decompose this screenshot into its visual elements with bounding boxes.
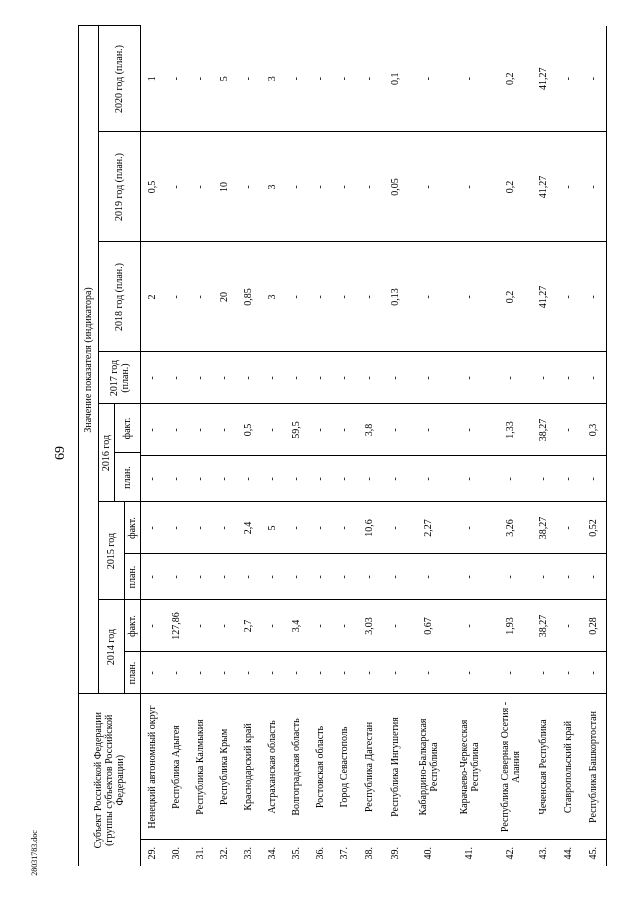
indicator-value: -	[383, 652, 409, 694]
year-2017-header: 2017 год (план.)	[99, 352, 141, 404]
indicator-value: -	[165, 652, 189, 694]
table-row	[285, 26, 309, 866]
indicator-value: -	[449, 242, 491, 352]
table-row	[531, 26, 557, 866]
table-row	[189, 26, 213, 866]
indicator-value: -	[531, 352, 557, 404]
indicator-value: 1,93	[491, 600, 531, 652]
indicator-value: -	[165, 456, 189, 502]
row-number: 44.	[557, 840, 581, 866]
indicator-value: 0,5	[237, 404, 261, 456]
indicator-value: 0,28	[581, 600, 607, 652]
indicator-value: 2,7	[237, 600, 261, 652]
indicator-value: -	[261, 352, 285, 404]
indicator-value: -	[189, 132, 213, 242]
indicator-value: -	[285, 26, 309, 132]
indicator-value: -	[531, 652, 557, 694]
indicator-value: -	[333, 456, 357, 502]
indicator-value: -	[581, 26, 607, 132]
indicator-value: 0,67	[409, 600, 449, 652]
indicator-value: -	[261, 600, 285, 652]
indicator-value: -	[449, 26, 491, 132]
indicator-value: -	[531, 456, 557, 502]
indicator-value: -	[581, 242, 607, 352]
indicator-value: -	[309, 502, 333, 554]
indicator-value: -	[285, 502, 309, 554]
indicator-value: -	[189, 554, 213, 600]
indicator-value: -	[141, 456, 165, 502]
indicator-value: -	[491, 652, 531, 694]
document-filename: 28031783.doc	[30, 830, 39, 876]
row-number: 36.	[309, 840, 333, 866]
row-number: 31.	[189, 840, 213, 866]
row-number: 37.	[333, 840, 357, 866]
subject-name: Республика Дагестан	[357, 694, 383, 840]
indicator-value: -	[357, 352, 383, 404]
indicator-value: -	[357, 554, 383, 600]
year-2016-header: 2016 год	[99, 404, 115, 502]
indicator-value: 59,5	[285, 404, 309, 456]
indicator-value: 0,1	[383, 26, 409, 132]
indicator-value: -	[213, 652, 237, 694]
indicator-value: -	[189, 502, 213, 554]
indicator-value: -	[285, 652, 309, 694]
indicator-value: -	[189, 456, 213, 502]
indicator-value: -	[357, 242, 383, 352]
plan-label: план.	[125, 652, 141, 694]
indicator-value: 3	[261, 132, 285, 242]
indicator-value: -	[409, 352, 449, 404]
subject-name: Республика Калмыкия	[189, 694, 213, 840]
row-number: 45.	[581, 840, 607, 866]
fact-label: факт.	[115, 405, 140, 454]
table-row	[261, 26, 285, 866]
indicator-value: -	[409, 554, 449, 600]
indicator-value: -	[557, 352, 581, 404]
indicator-value: 0,3	[581, 404, 607, 456]
indicator-value: -	[409, 132, 449, 242]
indicator-value: -	[309, 554, 333, 600]
indicator-value: -	[409, 404, 449, 456]
rotated-table-container	[78, 26, 600, 866]
subject-name: Республика Башкортостан	[581, 694, 607, 840]
indicator-value: 38,27	[531, 404, 557, 456]
indicator-value: -	[189, 652, 213, 694]
indicator-value: -	[141, 652, 165, 694]
indicator-value: -	[237, 554, 261, 600]
indicator-value: -	[285, 132, 309, 242]
indicator-value: -	[189, 242, 213, 352]
indicator-value: -	[449, 352, 491, 404]
indicator-value: -	[409, 652, 449, 694]
subject-name: Волгоградская область	[285, 694, 309, 840]
indicator-value: -	[213, 554, 237, 600]
table-body	[141, 26, 607, 866]
indicator-value: 5	[213, 26, 237, 132]
subject-name: Краснодарский край	[237, 694, 261, 840]
indicator-value: -	[449, 600, 491, 652]
indicator-value: -	[581, 554, 607, 600]
year-2015-header: 2015 год	[99, 502, 125, 600]
indicator-value: -	[165, 352, 189, 404]
indicator-value: 3,26	[491, 502, 531, 554]
table-row	[333, 26, 357, 866]
indicator-value: -	[357, 132, 383, 242]
indicator-value: -	[237, 26, 261, 132]
subject-name: Ненецкий автономный округ	[141, 694, 165, 840]
indicator-value: -	[165, 132, 189, 242]
indicator-value: 0,2	[491, 242, 531, 352]
indicator-value: -	[581, 456, 607, 502]
indicator-value: -	[141, 352, 165, 404]
indicator-value: 1,33	[491, 404, 531, 456]
row-number: 40.	[409, 840, 449, 866]
indicator-value: -	[449, 554, 491, 600]
indicator-value: -	[333, 554, 357, 600]
row-number: 33.	[237, 840, 261, 866]
indicator-value: 0,13	[383, 242, 409, 352]
indicator-value: -	[383, 554, 409, 600]
table-row	[237, 26, 261, 866]
indicator-value: -	[333, 652, 357, 694]
indicator-value: 3,03	[357, 600, 383, 652]
indicator-value: -	[309, 352, 333, 404]
indicator-value: 0,05	[383, 132, 409, 242]
subject-name: Чеченская Республика	[531, 694, 557, 840]
indicator-value: 2	[141, 242, 165, 352]
indicator-value: -	[189, 26, 213, 132]
table-row	[357, 26, 383, 866]
row-number: 35.	[285, 840, 309, 866]
indicator-value: 1	[141, 26, 165, 132]
indicator-value: -	[213, 352, 237, 404]
indicator-value: -	[285, 456, 309, 502]
year-2019-header: 2019 год (план.)	[99, 132, 141, 242]
year-2014-header: 2014 год	[99, 600, 125, 694]
indicator-value: -	[261, 456, 285, 502]
indicator-value: -	[383, 502, 409, 554]
indicator-value: 41,27	[531, 132, 557, 242]
indicator-value: 5	[261, 502, 285, 554]
indicator-value: 41,27	[531, 242, 557, 352]
fact-label: факт.	[125, 502, 141, 554]
year-2018-header: 2018 год (план.)	[99, 242, 141, 352]
indicator-value: -	[213, 502, 237, 554]
indicator-value: 3,8	[357, 404, 383, 456]
indicator-value: -	[333, 502, 357, 554]
indicator-value: -	[449, 652, 491, 694]
indicator-value: -	[383, 352, 409, 404]
row-number: 42.	[491, 840, 531, 866]
indicator-value: -	[333, 26, 357, 132]
indicator-value: -	[189, 404, 213, 456]
table-row	[557, 26, 581, 866]
year-2016-subheader	[115, 404, 141, 502]
indicator-value: 10,6	[357, 502, 383, 554]
indicator-value: 0,2	[491, 132, 531, 242]
indicator-value: -	[557, 26, 581, 132]
indicator-value: 38,27	[531, 502, 557, 554]
indicator-value: -	[213, 600, 237, 652]
indicator-value: -	[409, 242, 449, 352]
indicator-value: -	[333, 352, 357, 404]
indicator-value: -	[309, 652, 333, 694]
subject-name: Республика Адыгея	[165, 694, 189, 840]
indicator-value: -	[557, 404, 581, 456]
row-number: 30.	[165, 840, 189, 866]
indicator-value: -	[189, 600, 213, 652]
indicator-value: -	[141, 554, 165, 600]
table-row	[449, 26, 491, 866]
indicator-value: -	[141, 502, 165, 554]
indicator-value: -	[165, 554, 189, 600]
table-row	[383, 26, 409, 866]
indicator-value: -	[557, 652, 581, 694]
subject-name: Кабардино-Балкарская Республика	[409, 694, 449, 840]
subject-name: Республика Северная Осетия - Алания	[491, 694, 531, 840]
subject-column-header: Субъект Российской Федерации (группы субъектов Российской Федерации)	[79, 694, 141, 866]
indicator-value: -	[333, 132, 357, 242]
indicator-value: -	[557, 242, 581, 352]
indicator-value: -	[357, 652, 383, 694]
indicator-value: -	[557, 132, 581, 242]
indicator-value: 20	[213, 242, 237, 352]
row-number: 34.	[261, 840, 285, 866]
indicator-value: 0,2	[491, 26, 531, 132]
indicator-value: -	[309, 456, 333, 502]
row-number: 41.	[449, 840, 491, 866]
indicator-value: -	[357, 26, 383, 132]
year-2020-header: 2020 год (план.)	[99, 26, 141, 132]
indicator-value: -	[237, 352, 261, 404]
subject-name: Республика Ингушетия	[383, 694, 409, 840]
indicator-value: -	[237, 456, 261, 502]
indicator-value: -	[141, 404, 165, 456]
indicator-value: -	[189, 352, 213, 404]
fact-label: факт.	[125, 600, 141, 652]
indicator-value: -	[449, 456, 491, 502]
indicator-value: -	[285, 242, 309, 352]
indicator-value: -	[557, 456, 581, 502]
indicator-value: -	[449, 404, 491, 456]
indicator-value: -	[165, 26, 189, 132]
subject-name: Астраханская область	[261, 694, 285, 840]
row-number: 39.	[383, 840, 409, 866]
indicator-value: 0,5	[141, 132, 165, 242]
indicator-value: -	[409, 26, 449, 132]
indicator-value: -	[309, 26, 333, 132]
indicator-value: -	[309, 404, 333, 456]
indicator-value: -	[261, 652, 285, 694]
indicator-value: -	[557, 502, 581, 554]
indicator-value: -	[333, 242, 357, 352]
indicator-value: -	[531, 554, 557, 600]
indicator-value: -	[383, 456, 409, 502]
row-number: 38.	[357, 840, 383, 866]
row-number: 43.	[531, 840, 557, 866]
indicator-value: -	[491, 352, 531, 404]
plan-label: план.	[122, 466, 133, 489]
indicator-value: -	[309, 600, 333, 652]
indicator-value: -	[261, 554, 285, 600]
indicator-value: -	[285, 554, 309, 600]
indicator-value: -	[581, 352, 607, 404]
table-row	[141, 26, 165, 866]
indicator-table	[78, 25, 607, 866]
indicator-value: -	[141, 600, 165, 652]
subject-name: Республика Крым	[213, 694, 237, 840]
indicator-value: 38,27	[531, 600, 557, 652]
indicator-value: 0,85	[237, 242, 261, 352]
plan-label: план.	[125, 554, 141, 600]
indicator-value: -	[557, 554, 581, 600]
indicator-value: -	[383, 600, 409, 652]
indicator-value: -	[309, 132, 333, 242]
indicator-value: 2,27	[409, 502, 449, 554]
indicator-value: -	[237, 132, 261, 242]
indicator-value: -	[449, 132, 491, 242]
subject-name: Ставропольский край	[557, 694, 581, 840]
indicator-value: 0,52	[581, 502, 607, 554]
indicator-group-header: Значение показателя (индикатора)	[79, 26, 99, 694]
indicator-value: 3,4	[285, 600, 309, 652]
indicator-value: -	[449, 502, 491, 554]
indicator-value: -	[581, 132, 607, 242]
page-number: 69	[53, 446, 68, 460]
indicator-value: -	[491, 456, 531, 502]
indicator-value: -	[213, 456, 237, 502]
indicator-value: -	[165, 502, 189, 554]
indicator-value: 41,27	[531, 26, 557, 132]
indicator-value: -	[409, 456, 449, 502]
indicator-value: -	[357, 456, 383, 502]
indicator-value: -	[581, 652, 607, 694]
indicator-value: -	[491, 554, 531, 600]
indicator-value: -	[165, 404, 189, 456]
indicator-value: -	[237, 652, 261, 694]
indicator-value: 3	[261, 26, 285, 132]
indicator-value: -	[261, 404, 285, 456]
indicator-value: -	[285, 352, 309, 404]
indicator-value: -	[213, 404, 237, 456]
table-row	[213, 26, 237, 866]
indicator-value: 3	[261, 242, 285, 352]
indicator-value: -	[383, 404, 409, 456]
table-row	[581, 26, 607, 866]
indicator-value: -	[557, 600, 581, 652]
indicator-value: -	[309, 242, 333, 352]
indicator-value: -	[333, 600, 357, 652]
row-number: 29.	[141, 840, 165, 866]
indicator-value: 2,4	[237, 502, 261, 554]
subject-name: Карачаево-Черкесская Республика	[449, 694, 491, 840]
row-number: 32.	[213, 840, 237, 866]
indicator-value: -	[165, 242, 189, 352]
table-row	[309, 26, 333, 866]
table-row	[409, 26, 449, 866]
indicator-value: 10	[213, 132, 237, 242]
table-row	[165, 26, 189, 866]
subject-name: Город Севастополь	[333, 694, 357, 840]
indicator-value: -	[333, 404, 357, 456]
subject-name: Ростовская область	[309, 694, 333, 840]
table-row	[491, 26, 531, 866]
indicator-value: 127,86	[165, 600, 189, 652]
